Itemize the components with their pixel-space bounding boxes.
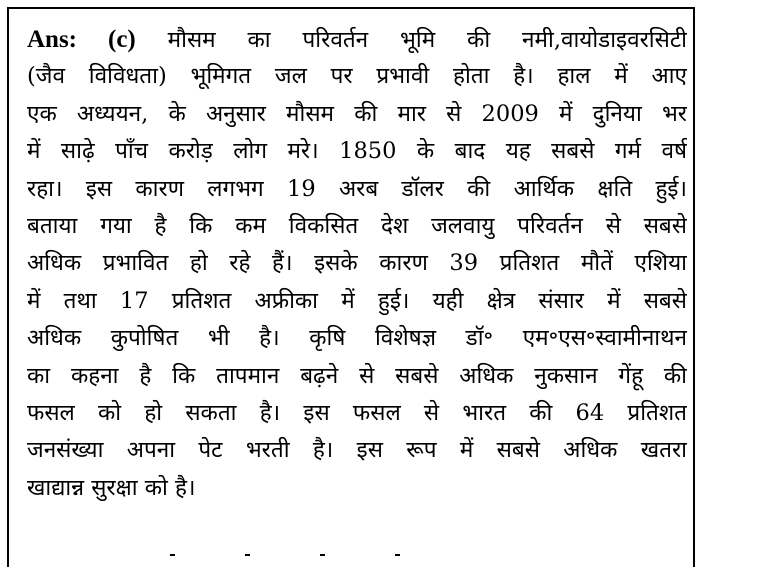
answer-line-2: (जैव विविधता) भूमिगत जल पर प्रभावी होता है। हाल में आए xyxy=(27,63,687,90)
answer-label: Ans: (c) xyxy=(27,26,136,53)
answer-line-4: में साढ़े पाँच करोड़ लोग मरे। 1850 के बाद यह सबसे गर्म वर्ष xyxy=(27,138,687,165)
answer-line-7: अधिक प्रभावित हो रहे हैं। इसके कारण 39 प्रतिशत मौतें एशिया xyxy=(27,250,687,277)
answer-line-10: का कहना है कि तापमान बढ़ने से सबसे अधिक नुकसान गेंहू की xyxy=(27,362,687,389)
answer-line-13: खाद्यान्न सुरक्षा को है। xyxy=(27,474,196,501)
answer-paragraph xyxy=(27,21,687,507)
answer-line-3: एक अध्ययन, के अनुसार मौसम की मार से 2009 में दुनिया भर xyxy=(27,100,687,127)
answer-line-11: फसल को हो सकता है। इस फसल से भारत की 64 प्रतिशत xyxy=(27,399,687,426)
answer-box xyxy=(7,7,695,567)
answer-line-1-text: मौसम का परिवर्तन भूमि की नमी,वायोडाइवरसिटी xyxy=(167,27,687,53)
next-line-cutoff-marks xyxy=(170,548,470,557)
answer-line-12: जनसंख्या अपना पेट भरती है। इस रूप में सबसे अधिक खतरा xyxy=(27,437,687,464)
answer-line-5: रहा। इस कारण लगभग 19 अरब डॉलर की आर्थिक क्षति हुई। xyxy=(27,175,687,202)
answer-line-1 xyxy=(27,21,687,58)
answer-line-9: अधिक कुपोषित भी है। कृषि विशेषज्ञ डॉ॰ एम॰एस॰स्वामीनाथन xyxy=(27,325,687,352)
answer-line-8: में तथा 17 प्रतिशत अफ्रीका में हुई। यही क्षेत्र संसार में सबसे xyxy=(27,287,687,314)
answer-line-6: बताया गया है कि कम विकसित देश जलवायु परिवर्तन से सबसे xyxy=(27,212,687,239)
